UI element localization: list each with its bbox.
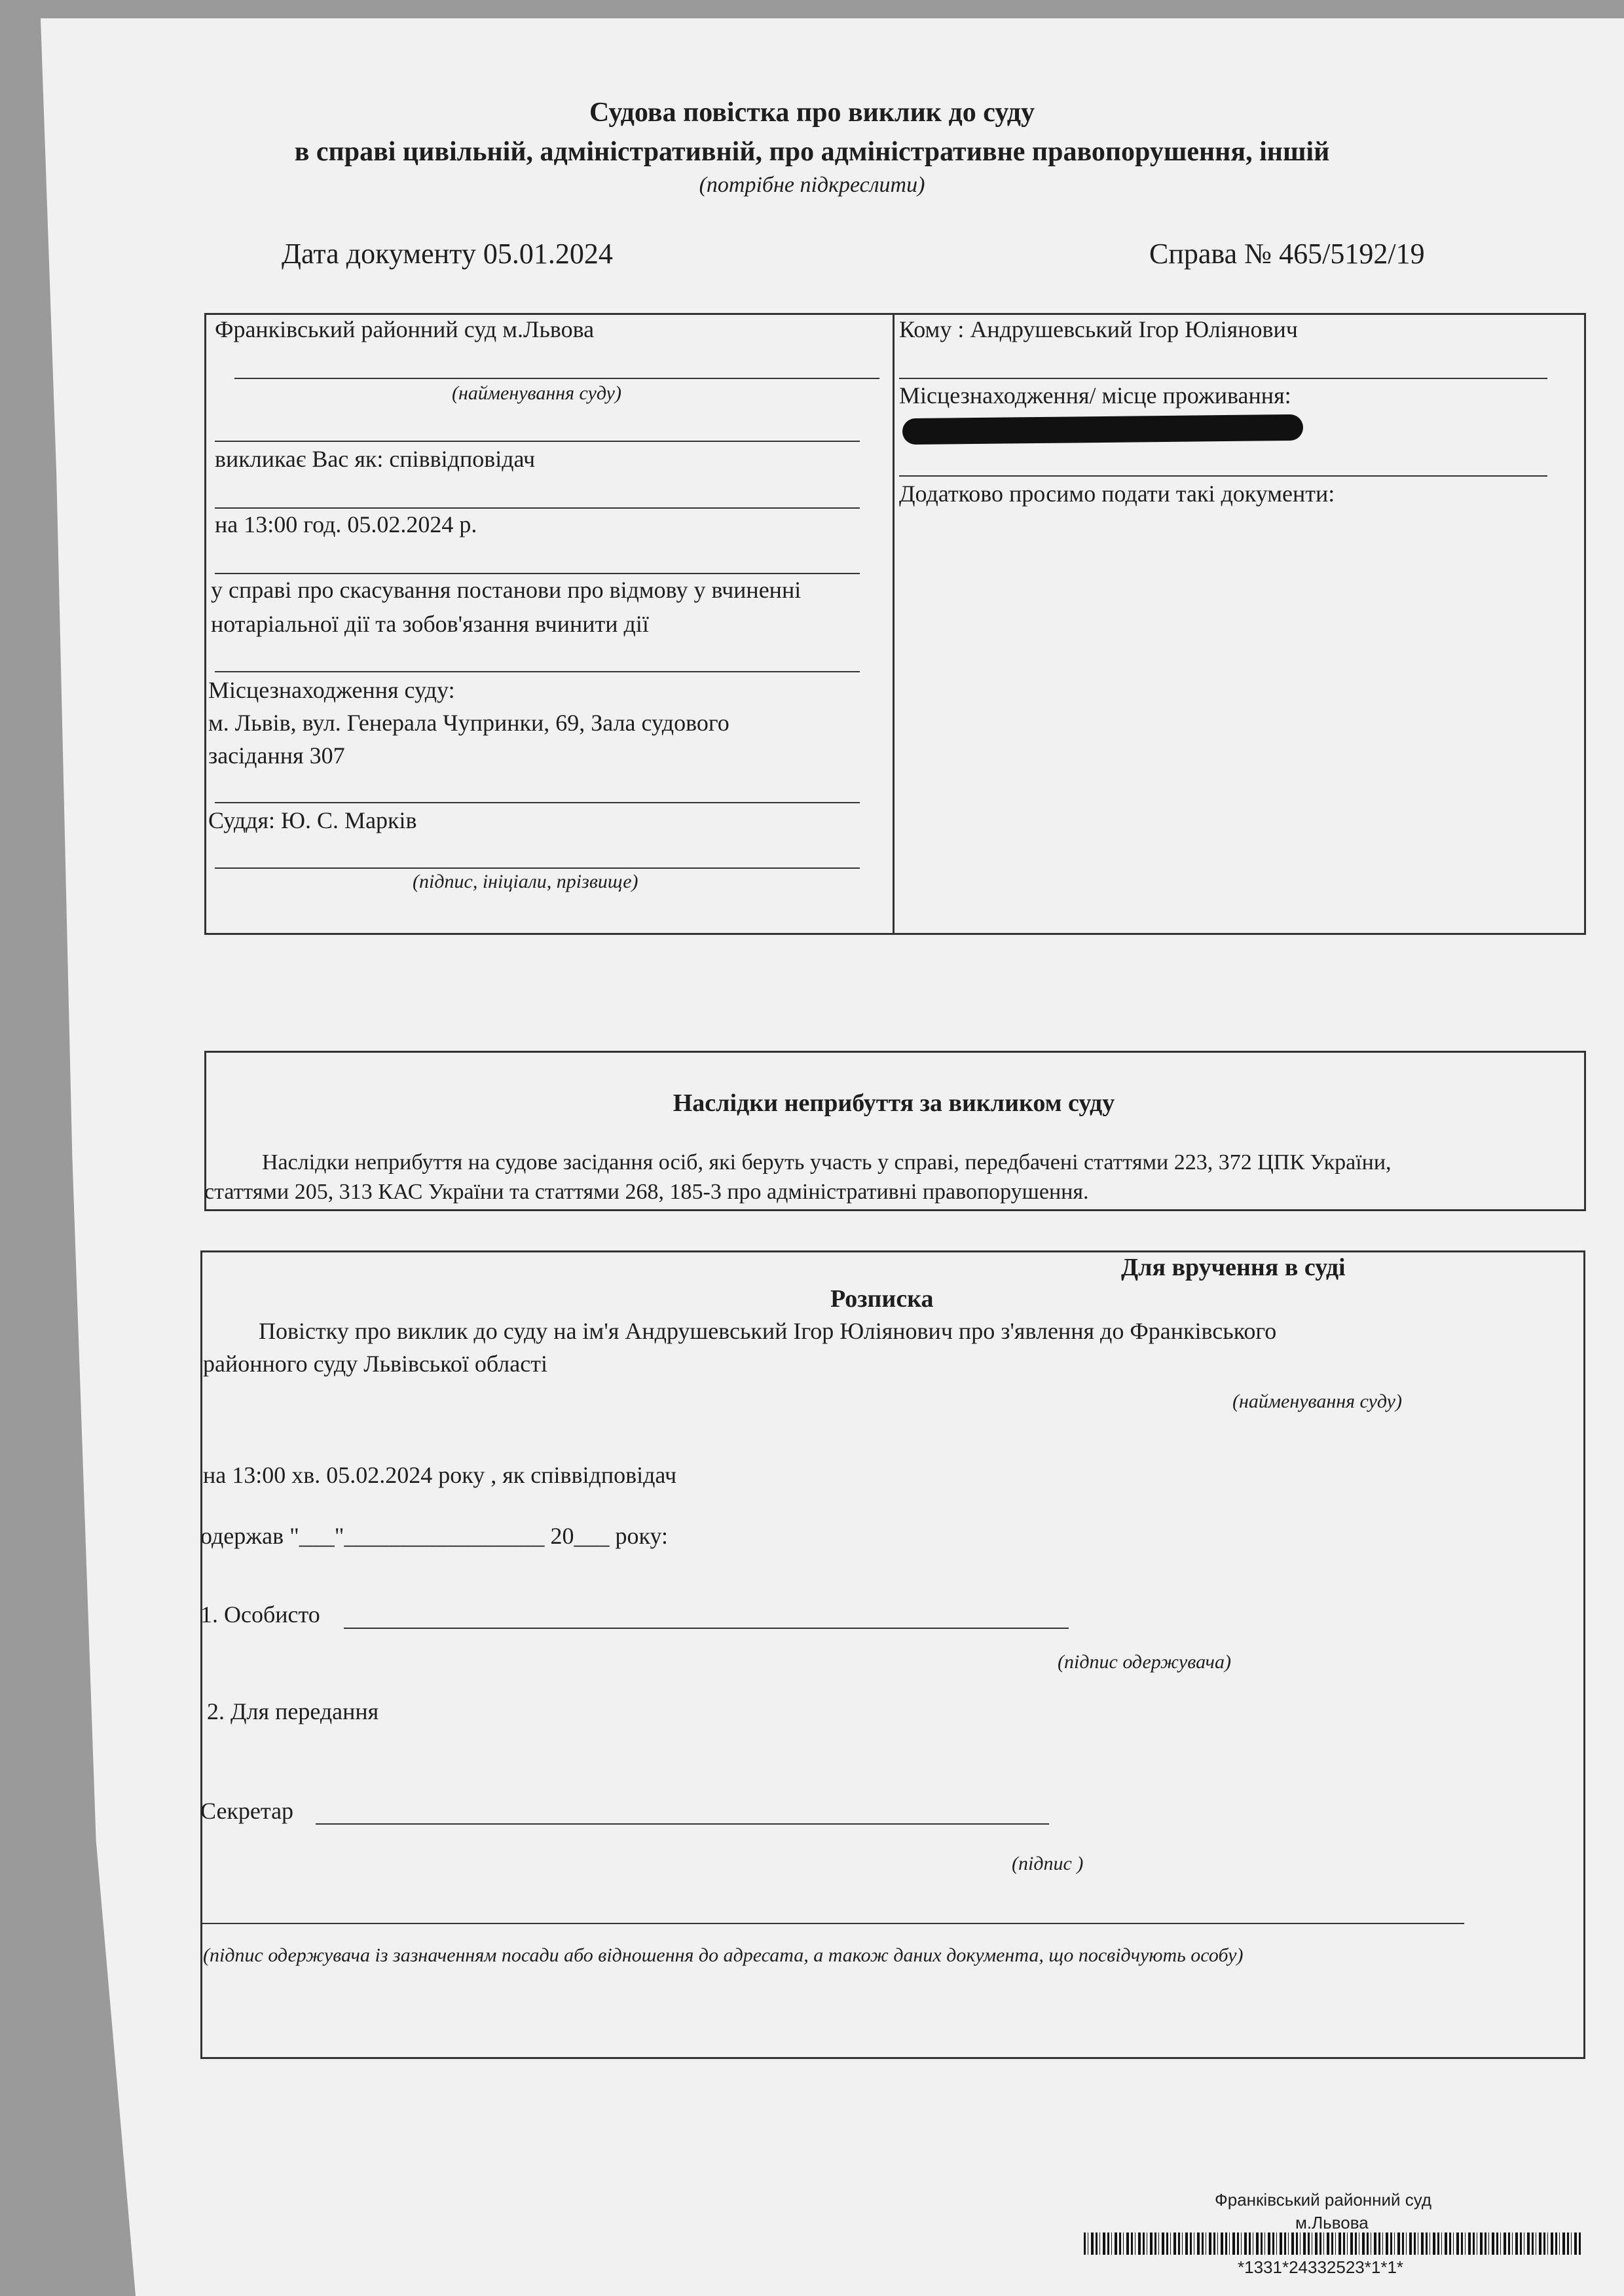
hearing-time: на 13:00 год. 05.02.2024 р. xyxy=(215,511,477,538)
recipient-signature-caption: (підпис одержувача) xyxy=(1058,1651,1231,1673)
separator-line xyxy=(215,441,860,442)
for-court-label: Для вручення в суді xyxy=(1121,1254,1346,1281)
document-date: Дата документу 05.01.2024 xyxy=(282,238,613,270)
court-location-line-1: м. Львів, вул. Генерала Чупринки, 69, Зала судового xyxy=(208,710,729,736)
recipient-name: Кому : Андрушевський Ігор Юліянович xyxy=(899,316,1298,342)
redacted-address xyxy=(902,414,1303,445)
receipt-time-line: на 13:00 хв. 05.02.2024 року , як співвідповідач xyxy=(203,1462,677,1488)
signature-caption: (підпис, ініціали, прізвище) xyxy=(413,871,638,892)
address-line xyxy=(899,475,1547,477)
signature-line xyxy=(215,867,860,869)
secretary-label: Секретар xyxy=(200,1798,294,1824)
summoned-as: викликає Вас як: співвідповідач xyxy=(215,446,536,472)
recipient-details-caption: (підпис одержувача із зазначенням посади або відношення до адресата, а також даних документа, що посвідчують особу) xyxy=(203,1944,1244,1966)
secretary-signature-line xyxy=(316,1823,1049,1825)
address-label: Місцезнаходження/ місце проживання: xyxy=(899,382,1291,409)
underline-note: (потрібне підкреслити) xyxy=(699,173,925,197)
court-name-caption: (найменування суду) xyxy=(452,382,621,404)
personal-signature-line xyxy=(344,1628,1069,1629)
personally-label: 1. Особисто xyxy=(200,1601,320,1628)
separator-line xyxy=(215,671,860,672)
consequences-text-line-2: статтями 205, 313 КАС України та статтями 268, 185-3 про адміністративні правопорушення. xyxy=(204,1180,1089,1204)
court-name: Франківський районний суд м.Львова xyxy=(215,316,595,342)
stamp-court-line-1: Франківський районний суд xyxy=(1215,2190,1432,2210)
case-number: Справа № 465/5192/19 xyxy=(1149,238,1425,270)
court-location-label: Місцезнаходження суду: xyxy=(208,677,455,703)
barcode xyxy=(1084,2232,1581,2255)
court-name-line xyxy=(234,378,879,379)
consequences-text-line-1: Наслідки неприбуття на судове засідання осіб, які беруть участь у справі, передбачені статтями 223, 372 ЦПК України, xyxy=(262,1150,1392,1175)
table-divider xyxy=(893,313,895,935)
court-caption: (найменування суду) xyxy=(1232,1391,1402,1412)
barcode-number: *1331*24332523*1*1* xyxy=(1238,2257,1404,2277)
documents-label: Додатково просимо подати такі документи: xyxy=(899,481,1335,507)
case-subject-line-1: у справі про скасування постанови про відмову у вчиненні xyxy=(211,577,802,603)
separator-line xyxy=(215,507,860,509)
secretary-signature-caption: (підпис ) xyxy=(1012,1853,1084,1874)
consequences-title: Наслідки неприбуття за викликом суду xyxy=(673,1089,1115,1117)
recipient-details-line xyxy=(200,1923,1464,1924)
received-date-line: одержав "___"_________________ 20___ року: xyxy=(200,1523,669,1549)
judge-name: Суддя: Ю. С. Марків xyxy=(208,807,417,833)
stamp-court-line-2: м.Львова xyxy=(1295,2213,1369,2232)
case-subject-line-2: нотаріальної дії та зобов'язання вчинити дії xyxy=(211,611,649,637)
receipt-text-line-1: Повістку про виклик до суду на ім'я Андрушевський Ігор Юліянович про з'явлення до Франківського xyxy=(259,1318,1277,1344)
transfer-label: 2. Для передання xyxy=(207,1698,379,1724)
court-location-line-2: засідання 307 xyxy=(208,742,345,769)
recipient-line xyxy=(899,378,1547,379)
receipt-title: Розписка xyxy=(830,1285,934,1313)
separator-line xyxy=(215,573,860,574)
title-line-2: в справі цивільній, адміністративній, про адміністративне правопорушення, іншій xyxy=(294,137,1330,167)
title-line-1: Судова повістка про виклик до суду xyxy=(589,98,1035,128)
receipt-text-line-2: районного суду Львівської області xyxy=(203,1351,547,1377)
separator-line xyxy=(215,802,860,803)
